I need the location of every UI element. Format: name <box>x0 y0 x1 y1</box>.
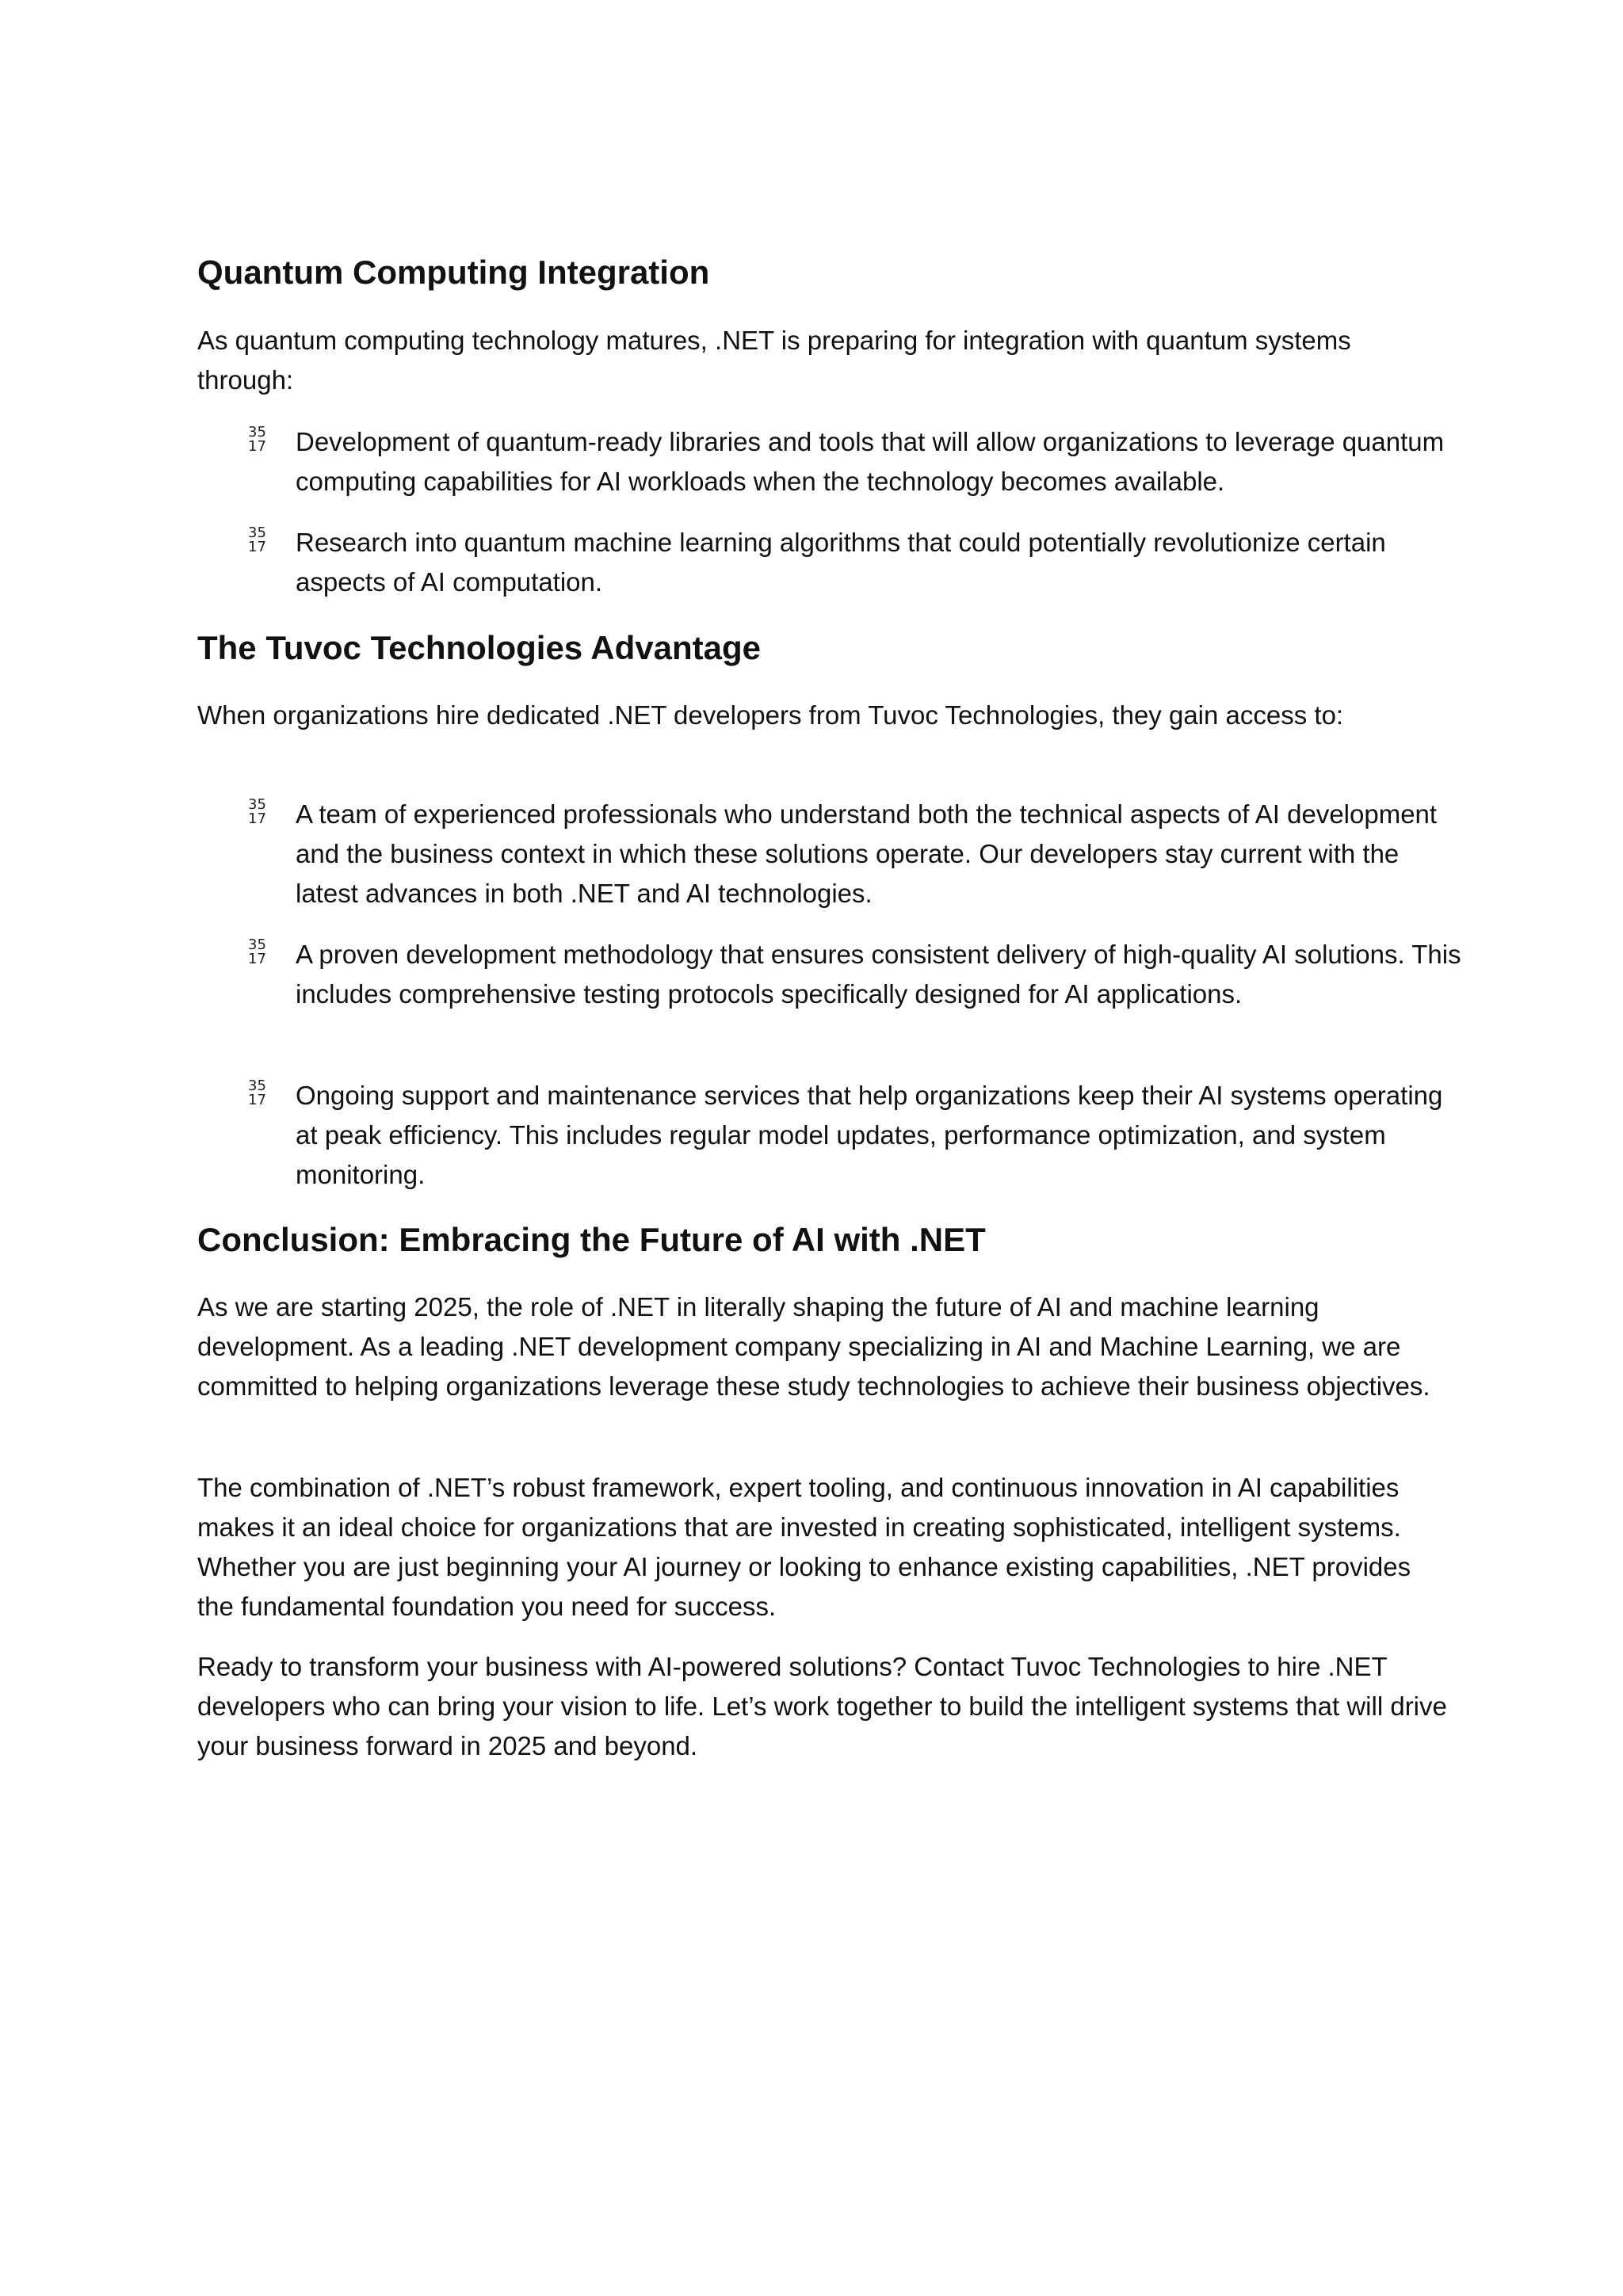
conclusion-paragraph-3: Ready to transform your business with AI-powered solutions? Contact Tuvoc Technologies to hire .NET developers who can bring your vision to life. Let’s work together to build the intelligent systems that will drive your business forward in 2025 and beyond. <box>197 1652 1447 1760</box>
advantage-intro-paragraph: When organizations hire dedicated .NET developers from Tuvoc Technologies, they gain access to: <box>197 700 1344 730</box>
section-heading-conclusion: Conclusion: Embracing the Future of AI with .NET <box>197 1221 986 1258</box>
bullet-text: Ongoing support and maintenance services that help organizations keep their AI systems operating at peak efficiency. This includes regular model updates, performance optimization, and system monitoring. <box>296 1081 1443 1189</box>
bullet-marker-icon: 35 17 <box>248 796 266 827</box>
conclusion-paragraph-1: As we are starting 2025, the role of .NET in literally shaping the future of AI and machine learning development. As a leading .NET development company specializing in AI and Machine Learning, we are committed to helping organizations leverage these study technologies to achieve their business objectives. <box>197 1292 1430 1401</box>
bullet-marker-icon: 35 17 <box>248 936 266 967</box>
conclusion-paragraph-2: The combination of .NET’s robust framework, expert tooling, and continuous innovation in AI capabilities makes it an ideal choice for organizations that are invested in creating sophisticated, intelligent systems. Whether you are just beginning your AI journey or looking to enhance existing capabilities, .NET provides the fundamental foundation you need for success. <box>197 1473 1411 1621</box>
bullet-marker-icon: 35 17 <box>248 524 266 555</box>
bullet-text: A proven development methodology that ensures consistent delivery of high-quality AI solutions. This includes comprehensive testing protocols specifically designed for AI applications. <box>296 940 1461 1009</box>
bullet-text: Development of quantum-ready libraries and tools that will allow organizations to leverage quantum computing capabilities for AI workloads when the technology becomes available. <box>296 427 1445 496</box>
bullet-marker-icon: 35 17 <box>248 424 266 455</box>
bullet-text: A team of experienced professionals who understand both the technical aspects of AI development and the business context in which these solutions operate. Our developers stay current with the latest advances in both .NET and AI technologies. <box>296 799 1438 908</box>
bullet-text: Research into quantum machine learning algorithms that could potentially revolutionize certain aspects of AI computation. <box>296 528 1386 597</box>
quantum-intro-paragraph: As quantum computing technology matures, .NET is preparing for integration with quantum systems through: <box>197 326 1351 395</box>
bullet-marker-icon: 35 17 <box>248 1077 266 1108</box>
section-heading-quantum: Quantum Computing Integration <box>197 254 710 291</box>
section-heading-advantage: The Tuvoc Technologies Advantage <box>197 629 761 666</box>
